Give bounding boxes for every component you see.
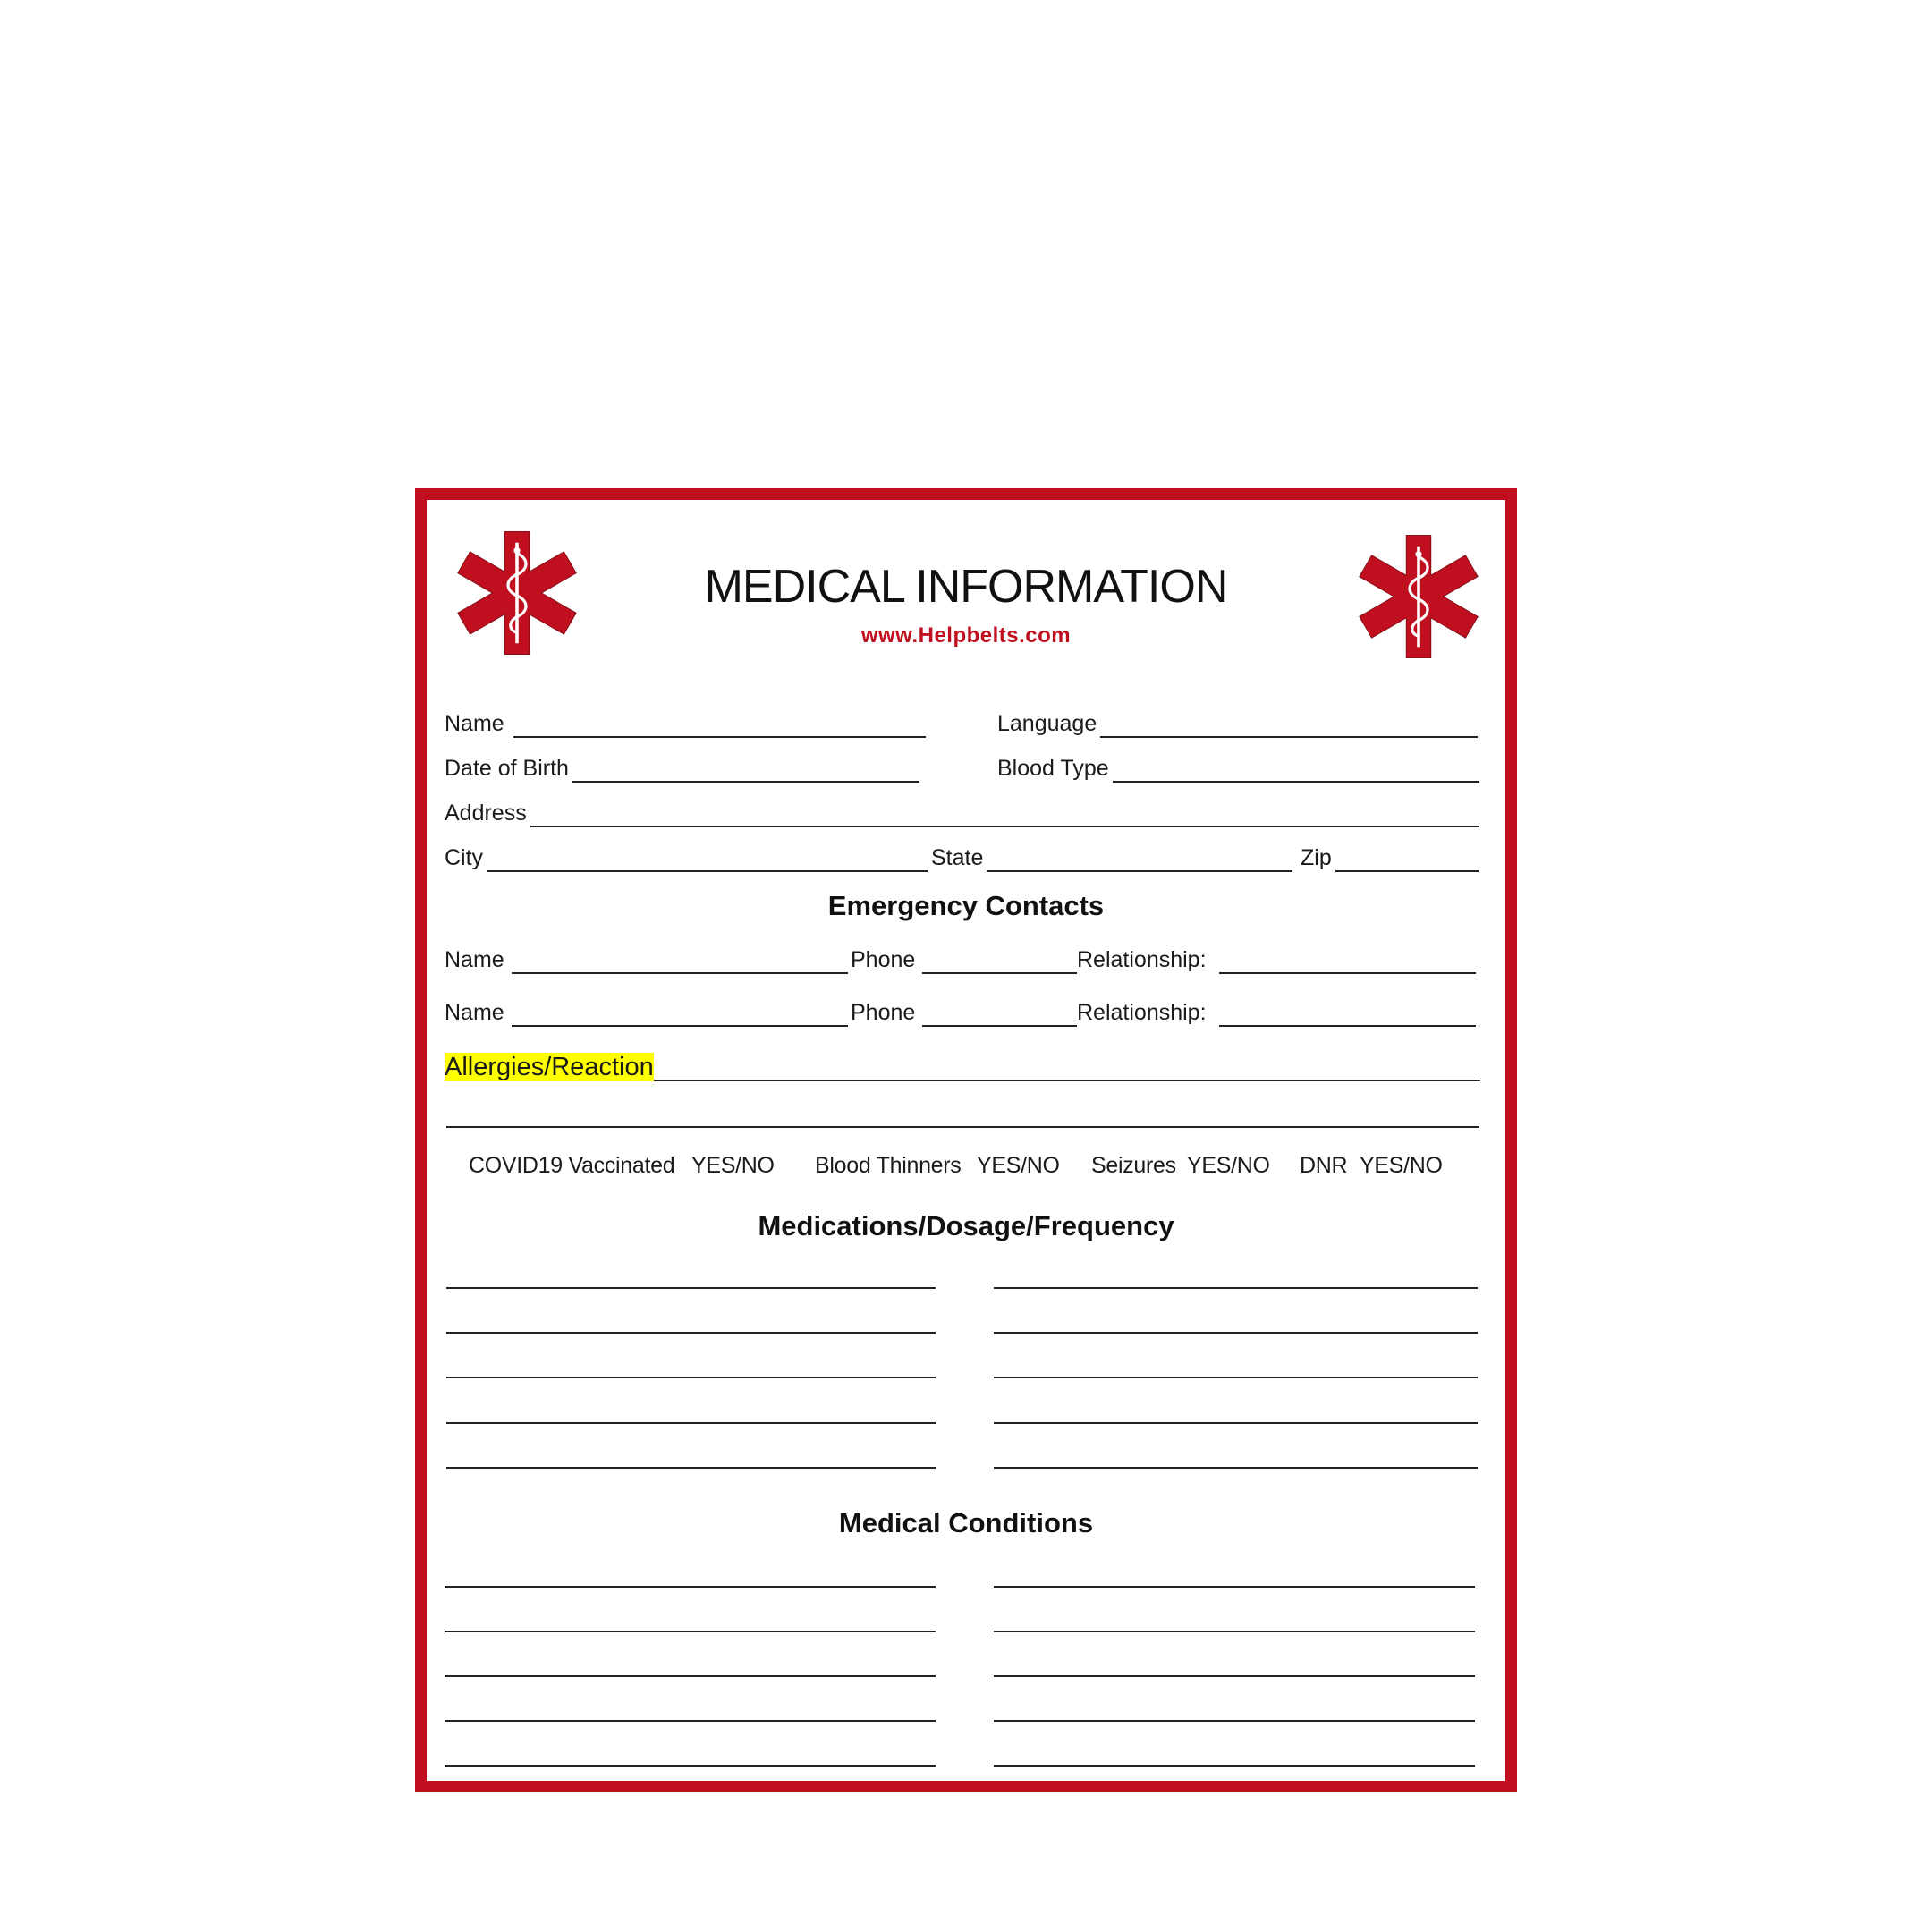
yes-no-row xyxy=(427,1153,1505,1189)
dob-input-line[interactable] xyxy=(572,754,919,783)
condition-line[interactable] xyxy=(994,1720,1475,1722)
page-title: MEDICAL INFORMATION xyxy=(704,561,1228,613)
contact-name-label: Name xyxy=(445,1000,504,1025)
language-field[interactable] xyxy=(997,702,1478,738)
blood-thinners-yes-no[interactable]: YES/NO xyxy=(977,1153,1060,1178)
allergies-label: Allergies/Reaction xyxy=(445,1053,654,1081)
address-label: Address xyxy=(445,801,527,826)
contact-2-phone-line[interactable] xyxy=(922,998,1077,1027)
contact-name-label: Name xyxy=(445,947,504,972)
allergies-input-line[interactable] xyxy=(654,1053,1480,1081)
medical-conditions-heading: Medical Conditions xyxy=(838,1507,1094,1538)
condition-line[interactable] xyxy=(445,1586,936,1588)
medication-line[interactable] xyxy=(994,1467,1478,1469)
contact-2-relationship-line[interactable] xyxy=(1219,998,1476,1027)
state-input-line[interactable] xyxy=(987,843,1292,872)
contact-relationship-label: Relationship: xyxy=(1077,1000,1207,1025)
dob-label: Date of Birth xyxy=(445,756,569,781)
medical-info-card xyxy=(415,488,1517,1792)
medication-line[interactable] xyxy=(994,1422,1478,1424)
contact-relationship-label: Relationship: xyxy=(1077,947,1207,972)
language-label: Language xyxy=(997,711,1097,736)
condition-line[interactable] xyxy=(445,1631,936,1632)
medication-line[interactable] xyxy=(994,1377,1478,1378)
name-input-line[interactable] xyxy=(513,709,926,738)
website-link[interactable]: www.Helpbelts.com xyxy=(860,623,1072,648)
contact-phone-label: Phone xyxy=(851,1000,916,1025)
contact-1-name-field[interactable] xyxy=(445,938,848,974)
dnr-label: DNR xyxy=(1300,1153,1348,1178)
seizures-label: Seizures xyxy=(1091,1153,1176,1178)
contact-1-relationship-field[interactable] xyxy=(1077,938,1476,974)
contact-2-name-line[interactable] xyxy=(512,998,848,1027)
allergies-extra-line[interactable] xyxy=(446,1126,1479,1128)
condition-line[interactable] xyxy=(445,1720,936,1722)
condition-line[interactable] xyxy=(994,1586,1475,1588)
zip-field[interactable] xyxy=(1301,836,1479,872)
medications-heading: Medications/Dosage/Frequency xyxy=(758,1210,1174,1241)
dob-field[interactable] xyxy=(445,747,919,783)
covid-vaccinated-label: COVID19 Vaccinated xyxy=(469,1153,675,1178)
condition-line[interactable] xyxy=(445,1765,936,1767)
language-input-line[interactable] xyxy=(1100,709,1478,738)
contact-1-phone-field[interactable] xyxy=(851,938,1077,974)
dnr-yes-no[interactable]: YES/NO xyxy=(1360,1153,1443,1178)
seizures-yes-no[interactable]: YES/NO xyxy=(1187,1153,1270,1178)
emergency-contacts-heading: Emergency Contacts xyxy=(827,890,1105,921)
name-field[interactable] xyxy=(445,702,926,738)
contact-2-name-field[interactable] xyxy=(445,991,848,1027)
address-input-line[interactable] xyxy=(530,799,1479,827)
condition-line[interactable] xyxy=(994,1675,1475,1677)
medication-line[interactable] xyxy=(446,1287,936,1289)
allergies-field[interactable] xyxy=(445,1046,1480,1081)
city-field[interactable] xyxy=(445,836,928,872)
medication-line[interactable] xyxy=(994,1287,1478,1289)
zip-label: Zip xyxy=(1301,845,1332,870)
condition-line[interactable] xyxy=(994,1631,1475,1632)
city-label: City xyxy=(445,845,484,870)
name-label: Name xyxy=(445,711,504,736)
state-label: State xyxy=(931,845,984,870)
medication-line[interactable] xyxy=(446,1422,936,1424)
contact-2-relationship-field[interactable] xyxy=(1077,991,1476,1027)
medication-line[interactable] xyxy=(446,1467,936,1469)
blood-type-input-line[interactable] xyxy=(1113,754,1479,783)
medication-line[interactable] xyxy=(446,1332,936,1334)
address-field[interactable] xyxy=(445,792,1479,827)
contact-1-relationship-line[interactable] xyxy=(1219,945,1476,974)
city-input-line[interactable] xyxy=(487,843,928,872)
contact-2-phone-field[interactable] xyxy=(851,991,1077,1027)
blood-type-field[interactable] xyxy=(997,747,1479,783)
condition-line[interactable] xyxy=(445,1675,936,1677)
state-field[interactable] xyxy=(931,836,1292,872)
covid-vaccinated-yes-no[interactable]: YES/NO xyxy=(691,1153,775,1178)
contact-1-name-line[interactable] xyxy=(512,945,848,974)
zip-input-line[interactable] xyxy=(1335,843,1479,872)
condition-line[interactable] xyxy=(994,1765,1475,1767)
medication-line[interactable] xyxy=(994,1332,1478,1334)
contact-phone-label: Phone xyxy=(851,947,916,972)
medication-line[interactable] xyxy=(446,1377,936,1378)
contact-1-phone-line[interactable] xyxy=(922,945,1077,974)
blood-type-label: Blood Type xyxy=(997,756,1109,781)
blood-thinners-label: Blood Thinners xyxy=(815,1153,962,1178)
